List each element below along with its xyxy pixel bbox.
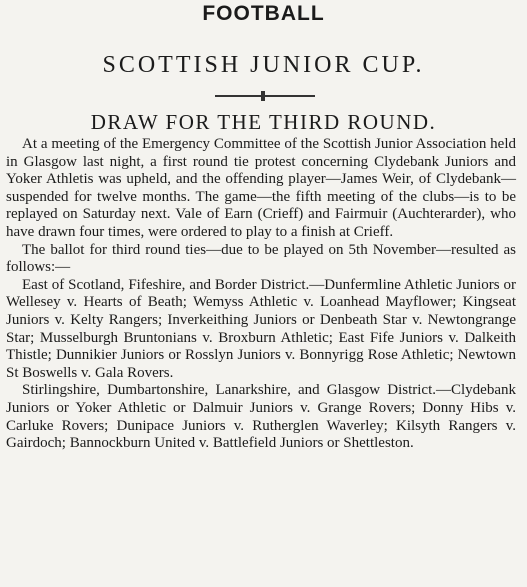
paragraph-east-district: East of Scotland, Fifeshire, and Border District.—Dunfermline Athletic Juniors or Wellesey v. Hearts of Beath; Wemyss Athletic v. Loanhead Mayflower; Kingseat Juniors v. Kelty Rangers; Inverkeithing Juniors or Denbeath Star v. Newtongrange Star; Musselburgh Bruntonians v. Broxburn Athletic; East Fife Juniors v. Dalkeith Thistle; Dunnikier Juniors or Rosslyn Juniors v. Bonnyrigg Rose Athletic; Newtown St Boswells v. Gala Rovers. [6,276,516,381]
paragraph-meeting: At a meeting of the Emergency Committee of the Scottish Junior Association held in Glasgow last night, a first round tie protest concerning Clydebank Juniors and Yoker Athletis was upheld, and the offending player—James Weir, of Clydebank—suspended for twelve months. The game—the fifth meeting of the clubs—is to be replayed on Saturday next. Vale of Earn (Crieff) and Fairmuir (Auchterarder), who have drawn four times, were ordered to play to a finish at Crieff. [6,136,516,240]
paragraph-west-district: Stirlingshire, Dumbartonshire, Lanarkshire, and Glasgow District.—Clydebank Juniors or Yoker Athletic or Dalmuir Juniors v. Grange Rovers; Donny Hibs v. Carluke Rovers; Dunipace Juniors v. Rutherglen Waverley; Kilsyth Rangers v. Gairdoch; Bannockburn United v. Battlefield Juniors or Shettleston. [6,382,516,452]
article-headline: SCOTTISH JUNIOR CUP. [102,52,425,78]
section-heading: FOOTBALL [202,2,325,25]
article-body [6,136,516,453]
article-subheadline: DRAW FOR THE THIRD ROUND. [90,110,437,134]
paragraph-ballot: The ballot for third round ties—due to be played on 5th November—resulted as follows:— [6,241,516,276]
decorative-rule [215,95,315,97]
